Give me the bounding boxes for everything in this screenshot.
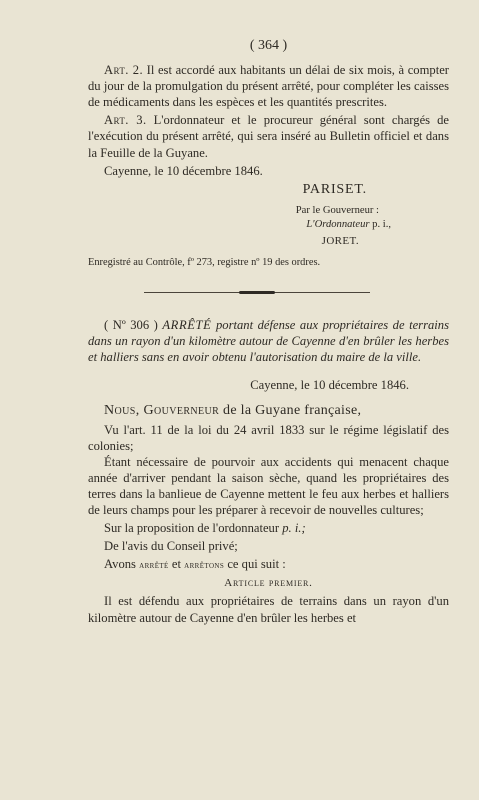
decree-number: ( Nº 306 ) xyxy=(104,318,158,333)
vu-clause: Vu l'art. 11 de la loi du 24 avril 1833 sur le régime législatif des colonies; xyxy=(88,422,449,453)
signature-pariset: PARISET. xyxy=(302,181,367,197)
avons-word: Avons xyxy=(104,557,136,572)
article-3-text: L'ordonnateur et le procureur général sont chargés de l'exécution du présent arrêté, qui sera inséré au Bulletin officiel et dans la Feuille de la Guyane. xyxy=(88,113,449,160)
article-3 xyxy=(88,112,449,160)
decree-title-head: ARRÊTÉ xyxy=(162,318,212,333)
decree-date: Cayenne, le 10 décembre 1846. xyxy=(250,378,409,393)
decree-preamble xyxy=(88,403,449,419)
preamble-nous: Nous, xyxy=(104,403,140,419)
preamble-rest: de la Guyane française, xyxy=(223,403,362,419)
et-word: et xyxy=(171,557,181,572)
ordonnateur-suffix: p. i., xyxy=(372,219,391,231)
proposition-pi: p. i.; xyxy=(282,521,306,536)
avons-clause xyxy=(88,556,449,574)
proposition-clause xyxy=(88,520,449,536)
ordonnateur-line xyxy=(88,218,449,233)
article-2-label: Art. 2. xyxy=(104,63,144,78)
signature-joret: JORET. xyxy=(321,234,359,247)
arretons-word: arrêtons xyxy=(184,560,225,572)
article-2 xyxy=(88,62,449,110)
page-number: ( 364 ) xyxy=(249,38,288,53)
by-governor-line: Par le Gouverneur : xyxy=(295,204,379,216)
preamble-gouverneur: Gouverneur xyxy=(143,403,220,419)
article-2-text: Il est accordé aux habitants un délai de six mois, à compter du jour de la promulgation du présent arrêté, pour compléter les caisses de médicaments dans les espèces et les quantités prescrites. xyxy=(88,63,449,110)
arrete-word: arrêté xyxy=(139,560,169,572)
ce-qui-suit: ce qui suit : xyxy=(227,557,286,572)
etant-clause: Étant nécessaire de pourvoir aux accidents qui menacent chaque année d'arriver pendant la saison sèche, quand les propriétaires des terres dans la banlieue de Cayenne mettent le feu aux herbes et halliers de leurs champs pour les préparer à recevoir de nouvelles cultures; xyxy=(88,454,449,517)
article-3-label: Art. 3. xyxy=(104,113,147,128)
article-1-text: Il est défendu aux propriétaires de terrains dans un rayon d'un kilomètre autour de Cayenne d'en brûler les herbes et xyxy=(88,594,449,625)
proposition-text: Sur la proposition de l'ordonnateur xyxy=(104,521,280,536)
article-premier-heading: Article premier. xyxy=(224,577,313,590)
decree-title-text: portant défense aux propriétaires de terrains dans un rayon d'un kilomètre autour de Cayenne d'en brûler les herbes et halliers sans en avoir obtenu l'autorisation du maire de la ville. xyxy=(88,318,449,365)
decree-title xyxy=(88,317,449,365)
date-line-1: Cayenne, le 10 décembre 1846. xyxy=(104,163,263,178)
section-divider xyxy=(144,292,370,293)
avis-clause: De l'avis du Conseil privé; xyxy=(104,539,238,554)
registration-note: Enregistré au Contrôle, fº 273, registre nº 19 des ordres. xyxy=(88,256,321,268)
ordonnateur-title: L'Ordonnateur xyxy=(306,219,370,231)
